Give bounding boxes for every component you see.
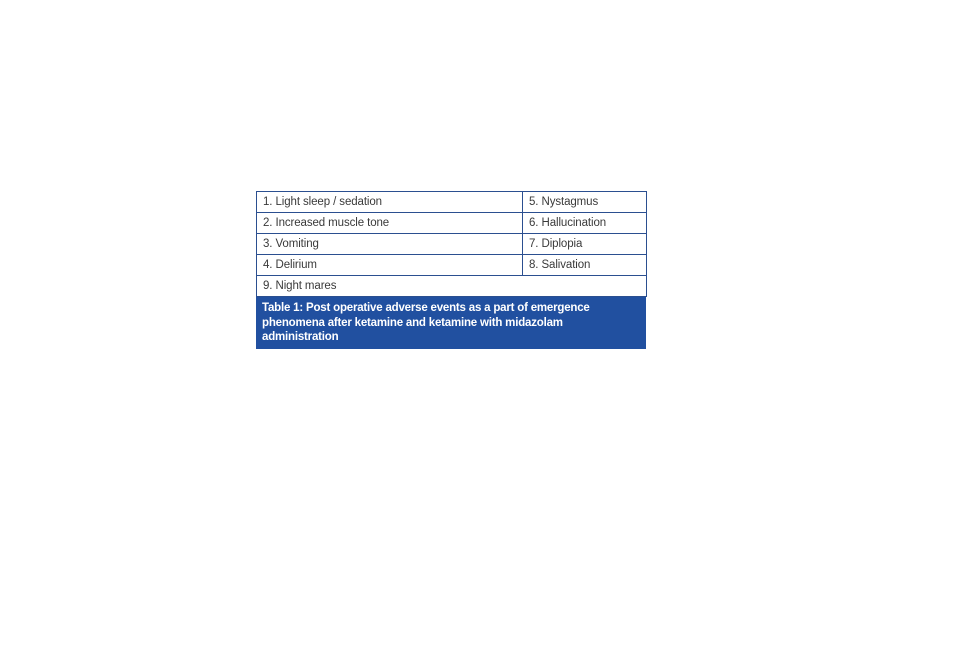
table-cell: 5. Nystagmus: [523, 192, 647, 213]
table-cell: 7. Diplopia: [523, 234, 647, 255]
table-cell: 3. Vomiting: [257, 234, 523, 255]
table-cell: 8. Salivation: [523, 255, 647, 276]
table-row: [257, 213, 647, 234]
table-row: [257, 276, 647, 297]
table-cell: 2. Increased muscle tone: [257, 213, 523, 234]
table-cell: 9. Night mares: [257, 276, 647, 297]
adverse-events-table: [256, 191, 647, 297]
table-row: [257, 255, 647, 276]
table-cell: 6. Hallucination: [523, 213, 647, 234]
table-row: [257, 192, 647, 213]
adverse-events-table-container: [256, 191, 646, 349]
table-cell: 4. Delirium: [257, 255, 523, 276]
table-row: [257, 234, 647, 255]
table-cell: 1. Light sleep / sedation: [257, 192, 523, 213]
table-caption: Table 1: Post operative adverse events as a part of emergence phenomena after ketamine and ketamine with midazolam administration: [256, 297, 646, 349]
